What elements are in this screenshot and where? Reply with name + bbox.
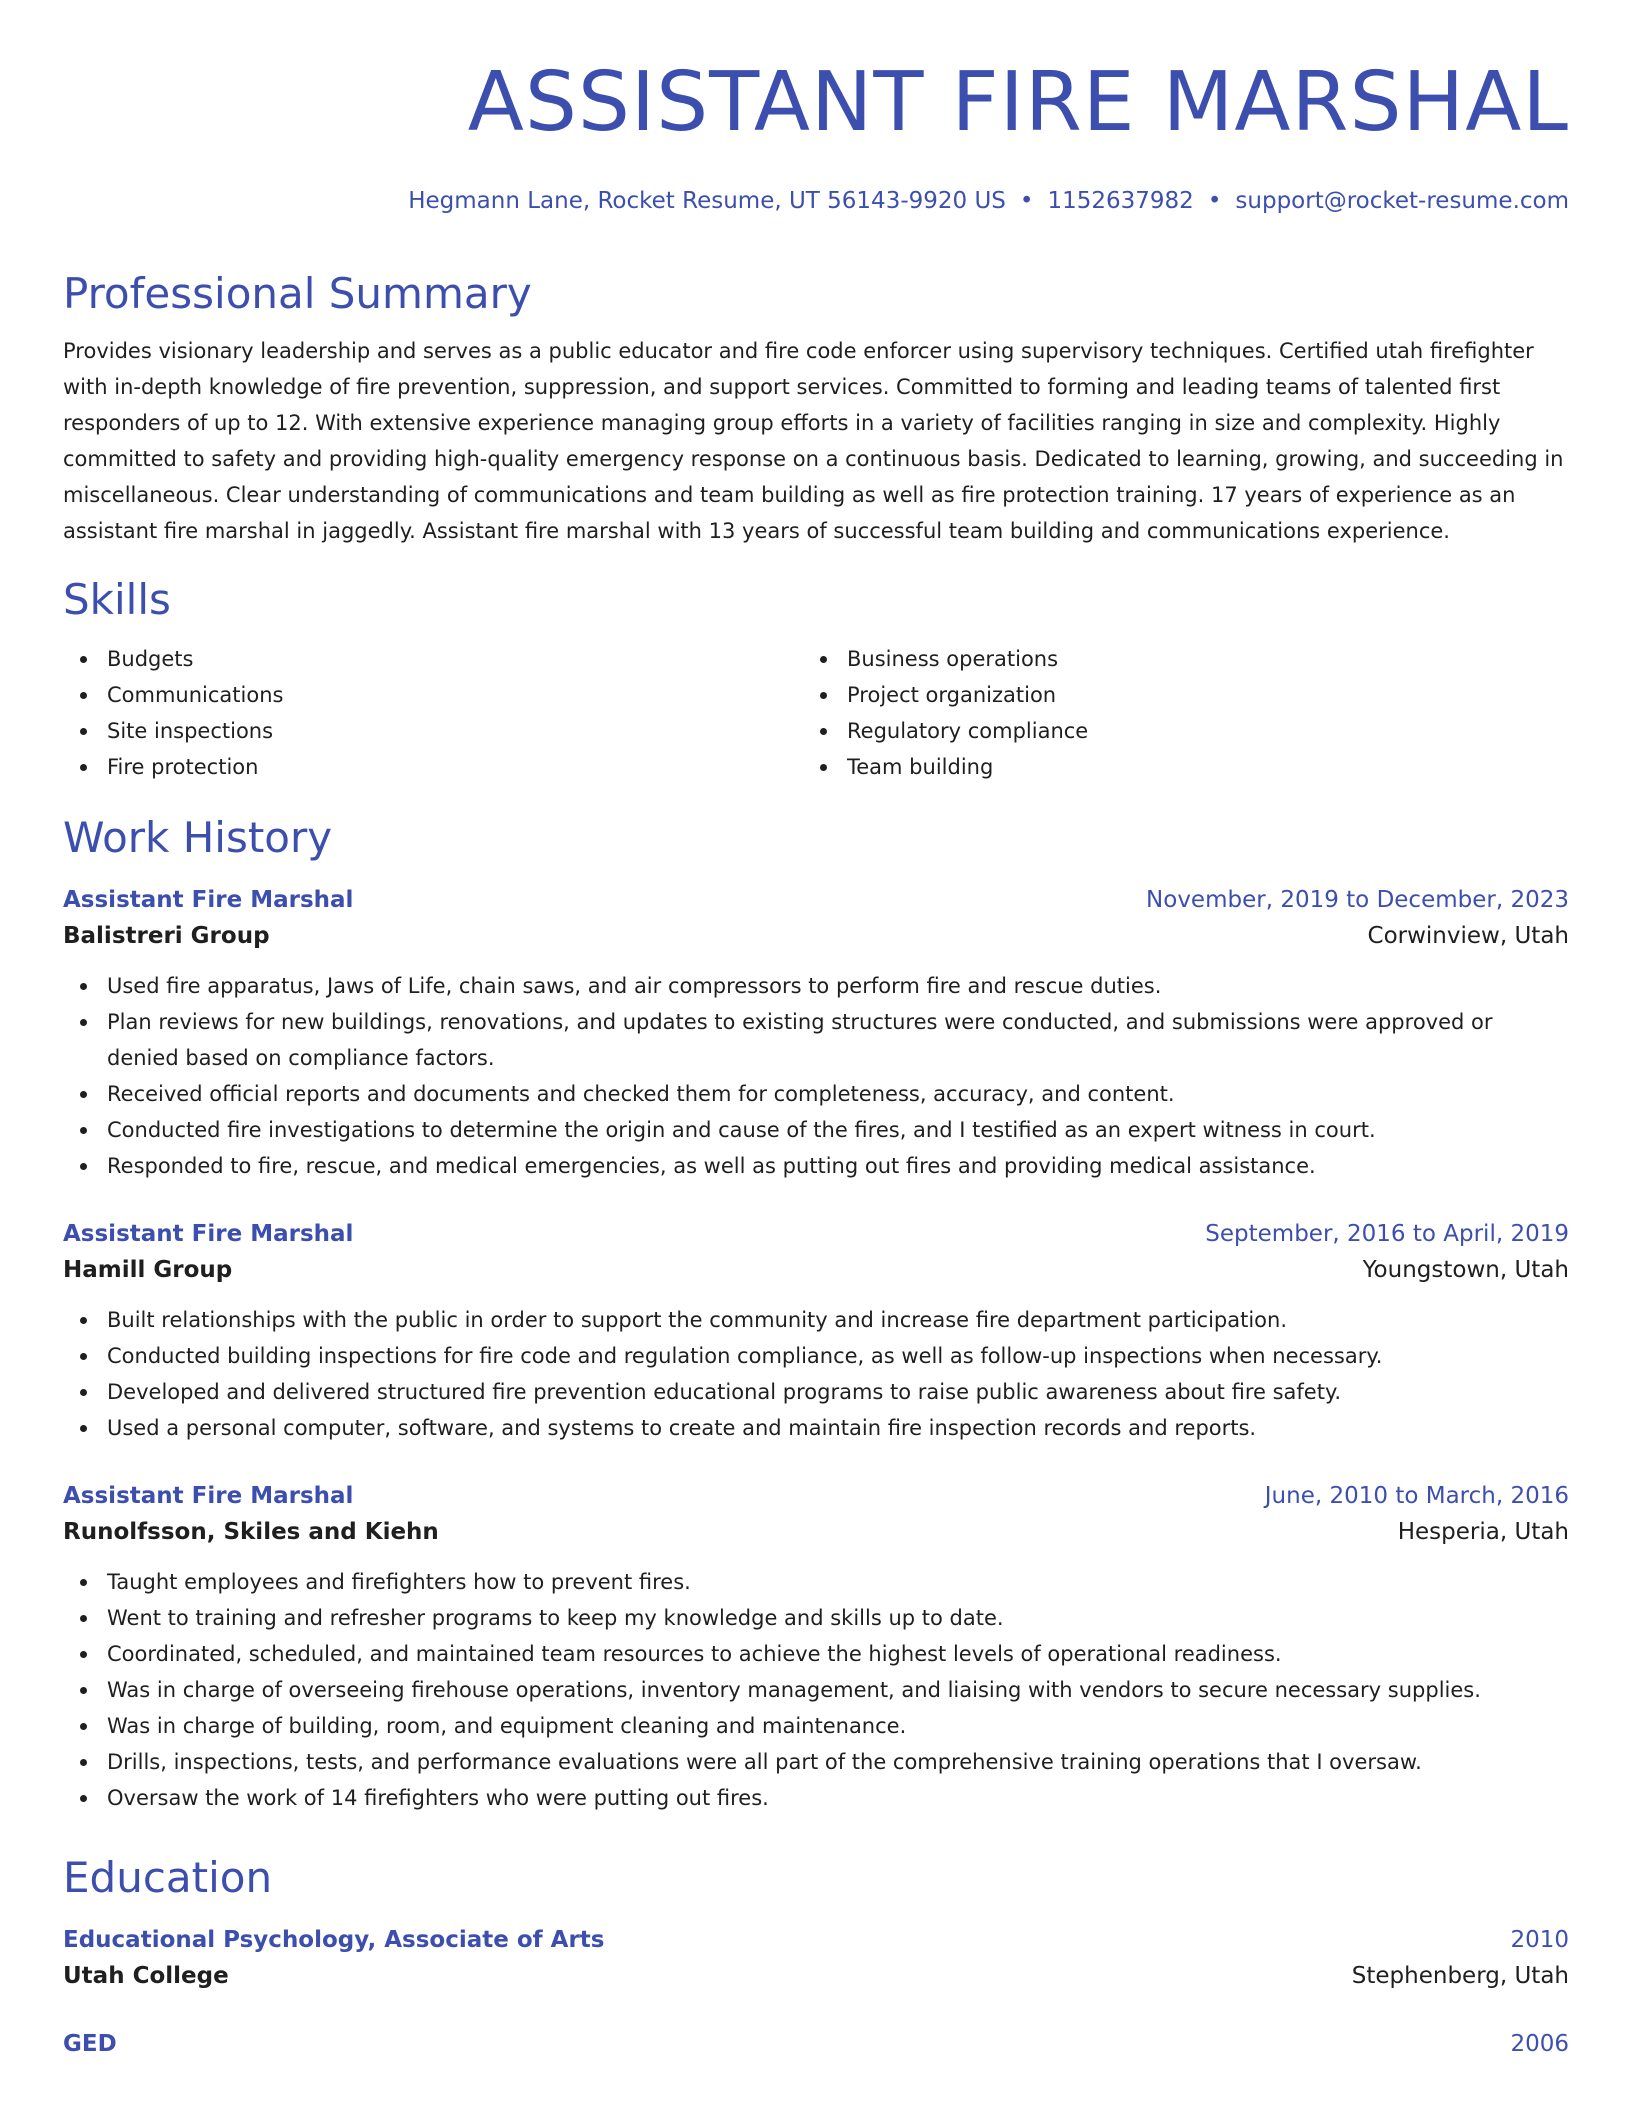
skills-column-right	[803, 641, 1543, 785]
skill-item: Budgets	[63, 641, 803, 677]
job-company: Hamill Group	[63, 1257, 233, 1283]
job-entry	[63, 1478, 1569, 1816]
skill-item: Business operations	[803, 641, 1543, 677]
job-role: Assistant Fire Marshal	[63, 887, 354, 913]
job-bullet: Was in charge of building, room, and equipment cleaning and maintenance.	[63, 1708, 1569, 1744]
education-degree: GED	[63, 2031, 117, 2057]
skills-list	[63, 641, 1569, 785]
education-subheader	[63, 1958, 1569, 1994]
job-subheader	[63, 1514, 1569, 1550]
skills-column-left	[63, 641, 803, 785]
job-bullet: Drills, inspections, tests, and performance evaluations were all part of the comprehensive training operations that I oversaw.	[63, 1744, 1569, 1780]
job-header	[63, 1216, 1569, 1252]
education-degree: Educational Psychology, Associate of Arts	[63, 1927, 605, 1953]
job-entry	[63, 882, 1569, 1184]
education-year: 2006	[1510, 2031, 1569, 2057]
job-location: Corwinview, Utah	[1367, 923, 1569, 949]
job-bullet: Was in charge of overseeing firehouse operations, inventory management, and liaising with vendors to secure necessary supplies.	[63, 1672, 1569, 1708]
summary-text: Provides visionary leadership and serves as a public educator and fire code enforcer using supervisory techniques. Certified utah firefighter with in-depth knowledge of fire prevention, suppression, and support services. Committed to forming and leading teams of talented first responders of up to 12. With extensive experience managing group efforts in a variety of facilities ranging in size and complexity. Highly committed to safety and providing high-quality emergency response on a continuous basis. Dedicated to learning, growing, and succeeding in miscellaneous. Clear understanding of communications and team building as well as fire protection training. 17 years of experience as an assistant fire marshal in jaggedly. Assistant fire marshal with 13 years of successful team building and communications experience.	[63, 339, 1564, 543]
job-bullet: Responded to fire, rescue, and medical emergencies, as well as putting out fires and providing medical assistance.	[63, 1148, 1569, 1184]
job-bullet: Received official reports and documents and checked them for completeness, accuracy, and content.	[63, 1076, 1569, 1112]
skill-item: Team building	[803, 749, 1543, 785]
education-heading: Education	[63, 1853, 273, 1902]
job-bullet: Used a personal computer, software, and systems to create and maintain fire inspection records and reports.	[63, 1410, 1569, 1446]
education-year: 2010	[1510, 1927, 1569, 1953]
job-bullets	[63, 968, 1569, 1184]
job-location: Youngstown, Utah	[1362, 1257, 1569, 1283]
job-header	[63, 882, 1569, 918]
job-bullet: Oversaw the work of 14 firefighters who were putting out fires.	[63, 1780, 1569, 1816]
skills-heading: Skills	[63, 575, 171, 624]
job-dates: June, 2010 to March, 2016	[1264, 1483, 1569, 1509]
job-dates: November, 2019 to December, 2023	[1146, 887, 1569, 913]
education-entry	[63, 1922, 1569, 1994]
contact-address: Hegmann Lane, Rocket Resume, UT 56143-9920 US	[408, 188, 1006, 214]
job-entry	[63, 1216, 1569, 1446]
job-subheader	[63, 1252, 1569, 1288]
resume-title: ASSISTANT FIRE MARSHAL	[467, 55, 1569, 150]
skill-item: Regulatory compliance	[803, 713, 1543, 749]
job-role: Assistant Fire Marshal	[63, 1483, 354, 1509]
skill-item: Communications	[63, 677, 803, 713]
job-bullets	[63, 1302, 1569, 1446]
job-subheader	[63, 918, 1569, 954]
job-bullets	[63, 1564, 1569, 1816]
job-bullet: Developed and delivered structured fire prevention educational programs to raise public awareness about fire safety.	[63, 1374, 1569, 1410]
summary-heading: Professional Summary	[63, 269, 532, 318]
job-company: Balistreri Group	[63, 923, 270, 949]
job-header	[63, 1478, 1569, 1514]
job-dates: September, 2016 to April, 2019	[1205, 1221, 1569, 1247]
work-history-heading: Work History	[63, 813, 333, 862]
contact-phone[interactable]: 1152637982	[1047, 188, 1194, 214]
skill-item: Fire protection	[63, 749, 803, 785]
skill-item: Site inspections	[63, 713, 803, 749]
contact-separator: •	[1207, 188, 1222, 214]
job-role: Assistant Fire Marshal	[63, 1221, 354, 1247]
skill-item: Project organization	[803, 677, 1543, 713]
job-bullet: Coordinated, scheduled, and maintained team resources to achieve the highest levels of operational readiness.	[63, 1636, 1569, 1672]
job-bullet: Taught employees and firefighters how to prevent fires.	[63, 1564, 1569, 1600]
job-location: Hesperia, Utah	[1397, 1519, 1569, 1545]
contact-separator: •	[1019, 188, 1034, 214]
contact-line	[63, 183, 1569, 219]
job-bullet: Went to training and refresher programs to keep my knowledge and skills up to date.	[63, 1600, 1569, 1636]
contact-email[interactable]: support@rocket-resume.com	[1235, 188, 1569, 214]
job-company: Runolfsson, Skiles and Kiehn	[63, 1519, 439, 1545]
education-entry	[63, 2026, 1569, 2062]
job-bullet: Conducted building inspections for fire code and regulation compliance, as well as follow-up inspections when necessary.	[63, 1338, 1569, 1374]
job-bullet: Built relationships with the public in order to support the community and increase fire department participation.	[63, 1302, 1569, 1338]
education-location: Stephenberg, Utah	[1351, 1963, 1569, 1989]
job-bullet: Conducted fire investigations to determine the origin and cause of the fires, and I testified as an expert witness in court.	[63, 1112, 1569, 1148]
education-header	[63, 2026, 1569, 2062]
education-header	[63, 1922, 1569, 1958]
job-bullet: Used fire apparatus, Jaws of Life, chain saws, and air compressors to perform fire and rescue duties.	[63, 968, 1569, 1004]
education-school: Utah College	[63, 1963, 229, 1989]
job-bullet: Plan reviews for new buildings, renovations, and updates to existing structures were conducted, and submissions were approved or denied based on compliance factors.	[63, 1004, 1569, 1076]
